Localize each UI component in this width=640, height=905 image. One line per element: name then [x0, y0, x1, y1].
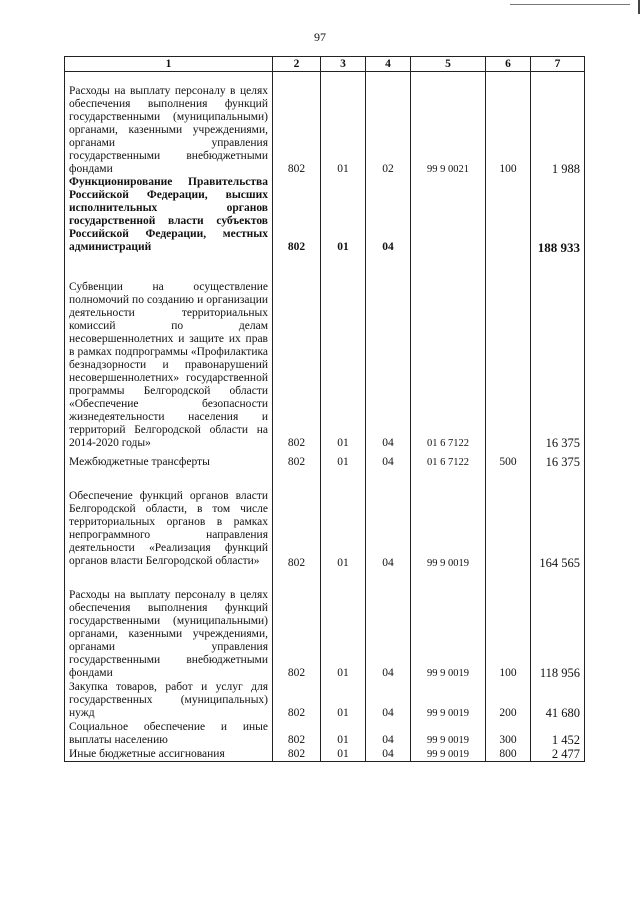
cell-target: 99 9 0019	[411, 747, 486, 762]
cell-ministry: 802	[273, 176, 321, 254]
cell-section: 01	[321, 72, 366, 177]
row-name: Социальное обеспечение и иные выплаты населению	[65, 720, 273, 747]
cell-subsection: 04	[366, 570, 411, 680]
cell-ministry: 802	[273, 570, 321, 680]
row-name: Межбюджетные трансферты	[65, 450, 273, 470]
cell-target: 99 9 0021	[411, 72, 486, 177]
row-name: Субвенции на осуществление полномочий по созданию и организации деятельности территориальных комиссий по делам несовершеннолетних и защите их прав в рамках подпрограммы «Профилактика безнадзорности и правонарушений несовершеннолетних» государственной программы Белгородской области «Обеспечение безопасности жизнедеятельности населения и территорий Белгородской области на 2014-2020 годы»	[65, 254, 273, 450]
table-row	[65, 747, 585, 762]
corner-mark	[510, 0, 630, 5]
page-number: 97	[314, 30, 326, 44]
header-cell: 6	[486, 57, 531, 72]
cell-amount: 164 565	[531, 470, 585, 570]
cell-target	[411, 176, 486, 254]
budget-table	[64, 56, 585, 762]
cell-expense-type	[486, 254, 531, 450]
cell-section: 01	[321, 470, 366, 570]
cell-amount: 16 375	[531, 450, 585, 470]
row-name: Расходы на выплату персоналу в целях обеспечения выполнения функций государственными (муниципальными) органами, казенными учреждениями, органами управления государственными внебюджетными фондами	[65, 570, 273, 680]
cell-amount: 16 375	[531, 254, 585, 450]
cell-ministry: 802	[273, 680, 321, 720]
cell-amount: 1 988	[531, 72, 585, 177]
table-row	[65, 570, 585, 680]
cell-subsection: 04	[366, 470, 411, 570]
cell-subsection: 02	[366, 72, 411, 177]
cell-section: 01	[321, 254, 366, 450]
cell-ministry: 802	[273, 720, 321, 747]
cell-expense-type: 100	[486, 72, 531, 177]
cell-section: 01	[321, 450, 366, 470]
cell-expense-type: 300	[486, 720, 531, 747]
cell-expense-type	[486, 470, 531, 570]
cell-target: 99 9 0019	[411, 720, 486, 747]
row-name: Закупка товаров, работ и услуг для государственных (муниципальных) нужд	[65, 680, 273, 720]
header-cell: 3	[321, 57, 366, 72]
cell-section: 01	[321, 570, 366, 680]
header-cell: 7	[531, 57, 585, 72]
cell-section: 01	[321, 680, 366, 720]
header-cell: 2	[273, 57, 321, 72]
table-row	[65, 72, 585, 177]
cell-subsection: 04	[366, 176, 411, 254]
cell-expense-type: 200	[486, 680, 531, 720]
cell-section: 01	[321, 720, 366, 747]
cell-target: 99 9 0019	[411, 570, 486, 680]
header-cell: 5	[411, 57, 486, 72]
header-cell: 1	[65, 57, 273, 72]
cell-subsection: 04	[366, 720, 411, 747]
cell-target: 01 6 7122	[411, 450, 486, 470]
cell-ministry: 802	[273, 254, 321, 450]
table-row	[65, 176, 585, 254]
table-row	[65, 720, 585, 747]
cell-amount: 1 452	[531, 720, 585, 747]
cell-subsection: 04	[366, 450, 411, 470]
cell-subsection: 04	[366, 680, 411, 720]
cell-amount: 188 933	[531, 176, 585, 254]
table-row	[65, 450, 585, 470]
header-cell: 4	[366, 57, 411, 72]
cell-ministry: 802	[273, 470, 321, 570]
cell-expense-type: 500	[486, 450, 531, 470]
cell-amount: 2 477	[531, 747, 585, 762]
cell-section: 01	[321, 176, 366, 254]
cell-ministry: 802	[273, 450, 321, 470]
cell-amount: 41 680	[531, 680, 585, 720]
row-name: Обеспечение функций органов власти Белгородской области, в том числе территориальных органов в рамках непрограммного направления деятельности «Реализация функций органов власти Белгородской области»	[65, 470, 273, 570]
cell-amount: 118 956	[531, 570, 585, 680]
row-name: Расходы на выплату персоналу в целях обеспечения выполнения функций государственными (муниципальными) органами, казенными учреждениями, органами управления государственными внебюджетными фондами	[65, 72, 273, 177]
table-row	[65, 680, 585, 720]
cell-target: 99 9 0019	[411, 470, 486, 570]
cell-expense-type: 800	[486, 747, 531, 762]
table-row	[65, 254, 585, 450]
cell-expense-type	[486, 176, 531, 254]
row-name: Иные бюджетные ассигнования	[65, 747, 273, 762]
cell-expense-type: 100	[486, 570, 531, 680]
cell-subsection: 04	[366, 254, 411, 450]
cell-target: 99 9 0019	[411, 680, 486, 720]
cell-subsection: 04	[366, 747, 411, 762]
cell-target: 01 6 7122	[411, 254, 486, 450]
cell-ministry: 802	[273, 747, 321, 762]
row-name: Функционирование Правительства Российской Федерации, высших исполнительных органов государственной власти субъектов Российской Федерации, местных администраций	[65, 176, 273, 254]
cell-section: 01	[321, 747, 366, 762]
table-row	[65, 470, 585, 570]
cell-ministry: 802	[273, 72, 321, 177]
header-row	[65, 57, 585, 72]
